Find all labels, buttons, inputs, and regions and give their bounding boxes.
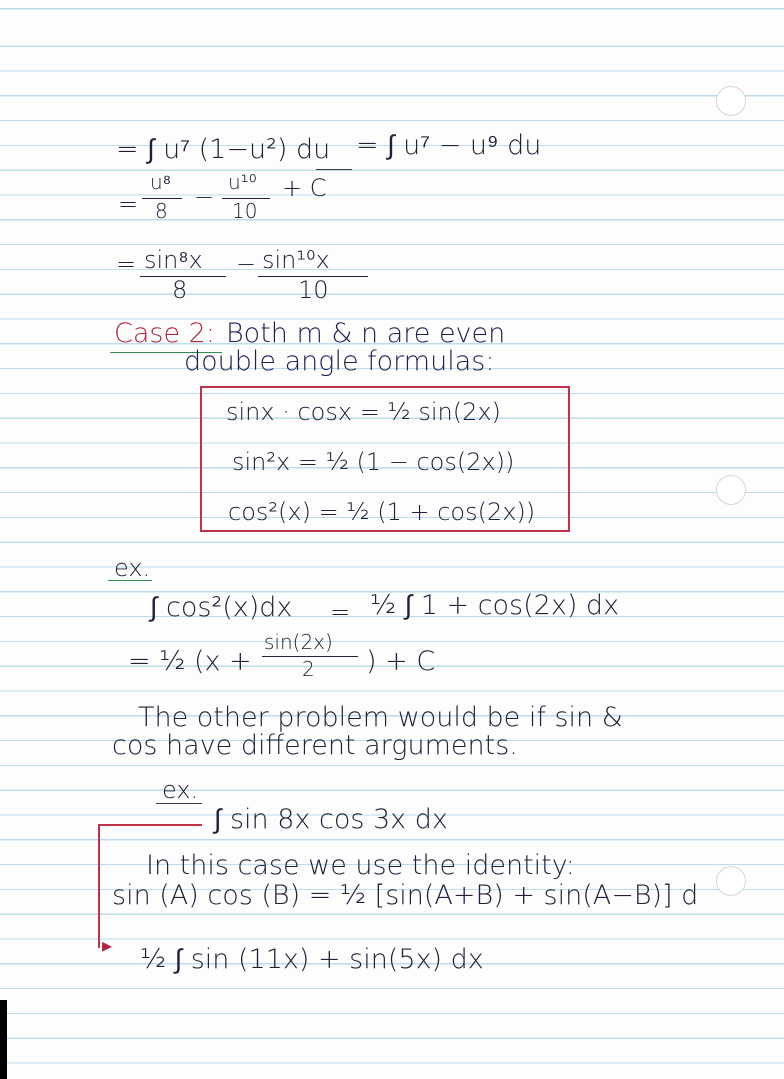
example-2-underline bbox=[156, 803, 202, 804]
equals-sign-2: = bbox=[116, 250, 137, 278]
explanation-line-2: cos have different arguments. bbox=[112, 730, 518, 761]
case2-text: Both m & n are even bbox=[226, 318, 506, 349]
punch-hole-middle bbox=[716, 475, 746, 505]
example-2-integral: ∫ sin 8x cos 3x dx bbox=[214, 804, 448, 835]
punch-hole-bottom bbox=[716, 866, 746, 896]
example-label-2: ex. bbox=[162, 776, 199, 804]
fraction-1-denominator: 8 bbox=[155, 199, 168, 223]
sin8-denominator: 8 bbox=[172, 276, 188, 304]
arrow-head: ▸ bbox=[102, 933, 113, 957]
sin-cos-identity: sin (A) cos (B) = ½ [sin(A+B) + sin(A−B)] d bbox=[112, 880, 699, 911]
result-integral: ½ ∫ sin (11x) + sin(5x) dx bbox=[140, 944, 484, 975]
formula-3: cos²(x) = ½ (1 + cos(2x)) bbox=[228, 498, 536, 526]
example-1-lhs: ∫ cos²(x)dx bbox=[150, 592, 293, 623]
explanation-line-1: The other problem would be if sin & bbox=[138, 702, 623, 733]
equation-line-1a: = ∫ u⁷ (1−u²) du bbox=[116, 134, 331, 165]
example-1-rhs: ½ ∫ 1 + cos(2x) dx bbox=[370, 590, 620, 621]
formula-2: sin²x = ½ (1 − cos(2x)) bbox=[232, 448, 515, 476]
sin10-denominator: 10 bbox=[298, 276, 329, 304]
example-1-equals: = bbox=[330, 598, 351, 626]
fraction-2-numerator: u¹⁰ bbox=[228, 170, 257, 194]
example-1-underline bbox=[108, 580, 152, 581]
fraction-2-denominator: 10 bbox=[232, 199, 258, 223]
example-1-frac-den: 2 bbox=[302, 657, 315, 681]
fraction-1-numerator: u⁸ bbox=[150, 170, 172, 194]
minus-sign: − bbox=[194, 183, 215, 211]
plus-constant: + C bbox=[282, 174, 327, 202]
sin8-numerator: sin⁸x bbox=[144, 246, 203, 274]
minus-sign-2: − bbox=[236, 250, 257, 278]
example-1-close: ) + C bbox=[366, 646, 436, 677]
equals-sign: = bbox=[118, 190, 139, 218]
double-angle-heading: double angle formulas: bbox=[184, 346, 495, 377]
example-1-step: = ½ (x + bbox=[128, 646, 252, 677]
example-label-1: ex. bbox=[114, 554, 151, 582]
identity-intro: In this case we use the identity: bbox=[146, 850, 575, 881]
equation-line-1b: = ∫ u⁷ − u⁹ du bbox=[356, 130, 542, 161]
example-1-frac-num: sin(2x) bbox=[264, 630, 333, 654]
sin10-numerator: sin¹⁰x bbox=[262, 246, 330, 274]
punch-hole-top bbox=[716, 86, 746, 116]
formula-1: sinx · cosx = ½ sin(2x) bbox=[226, 398, 501, 426]
underline-du bbox=[316, 169, 352, 170]
case2-label: Case 2: bbox=[114, 318, 215, 349]
scan-edge-mark bbox=[0, 1000, 7, 1079]
